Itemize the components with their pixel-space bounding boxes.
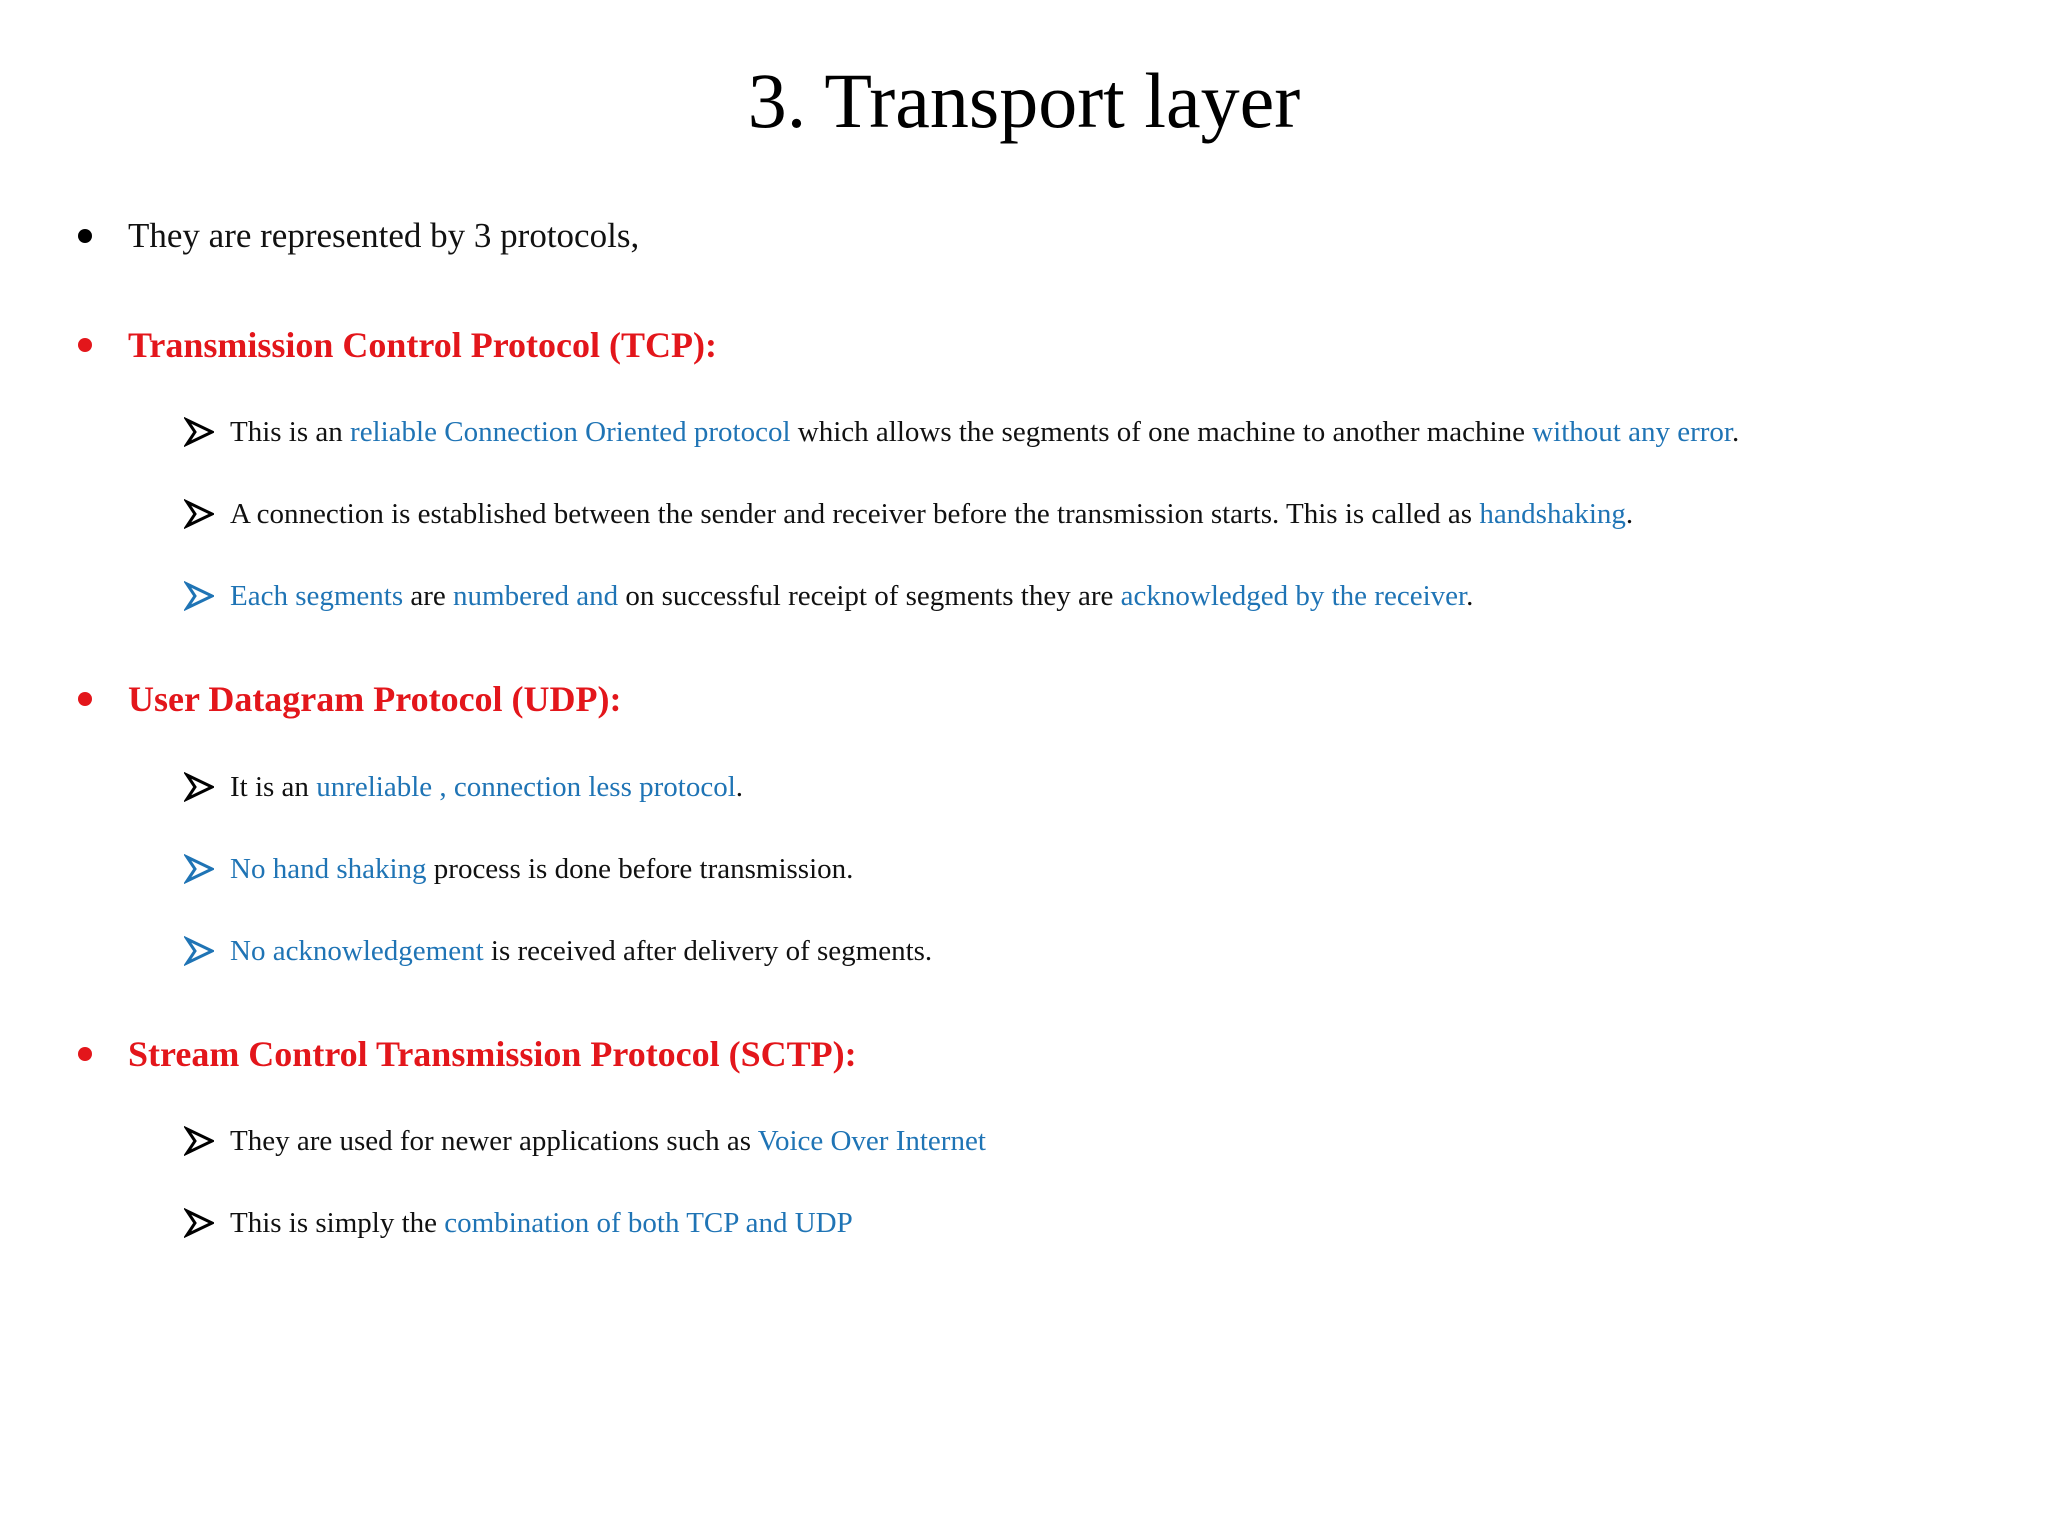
arrow-bullet-icon [184,499,214,529]
udp-item-1 [184,767,743,807]
tcp-item-1 [184,412,1739,452]
bullet-dot-icon [78,229,92,243]
bullet-dot-icon [78,338,92,352]
udp-heading-bullet [78,677,622,721]
arrow-bullet-icon [184,936,214,966]
intro-text: They are represented by 3 protocols, [128,216,640,255]
udp-heading: User Datagram Protocol (UDP): [128,679,622,719]
udp-item-1-text: It is an unreliable , connection less protocol. [230,771,744,803]
bullet-dot-icon [78,1047,92,1061]
sctp-item-2-text: This is simply the combination of both TCP and UDP [230,1207,853,1239]
tcp-item-2-text: A connection is established between the sender and receiver before the transmission starts. This is called as handshaking. [230,498,1634,530]
tcp-heading: Transmission Control Protocol (TCP): [128,325,717,365]
arrow-bullet-icon [184,854,214,884]
bullet-dot-icon [78,692,92,706]
tcp-item-3 [184,576,1473,616]
udp-item-3-text: No acknowledgement is received after delivery of segments. [230,935,933,967]
sctp-heading-bullet [78,1032,857,1076]
arrow-bullet-icon [184,417,214,447]
arrow-bullet-icon [184,1126,214,1156]
sctp-item-1-text: They are used for newer applications such as Voice Over Internet [230,1125,986,1157]
arrow-bullet-icon [184,772,214,802]
udp-item-2 [184,849,853,889]
sctp-item-2 [184,1203,853,1243]
intro-bullet [78,214,639,258]
tcp-item-1-text: This is an reliable Connection Oriented protocol which allows the segments of one machine to another machine without any error. [230,416,1740,448]
tcp-item-2 [184,494,1633,534]
sctp-item-1 [184,1121,986,1161]
arrow-bullet-icon [184,581,214,611]
slide-title: 3. Transport layer [747,57,1301,144]
tcp-item-3-text: Each segments are numbered and on successful receipt of segments they are acknowledged by the receiver. [230,580,1474,612]
udp-item-2-text: No hand shaking process is done before transmission. [230,853,854,885]
arrow-bullet-icon [184,1208,214,1238]
tcp-heading-bullet [78,323,717,367]
sctp-heading: Stream Control Transmission Protocol (SCTP): [128,1034,857,1074]
udp-item-3 [184,931,932,971]
